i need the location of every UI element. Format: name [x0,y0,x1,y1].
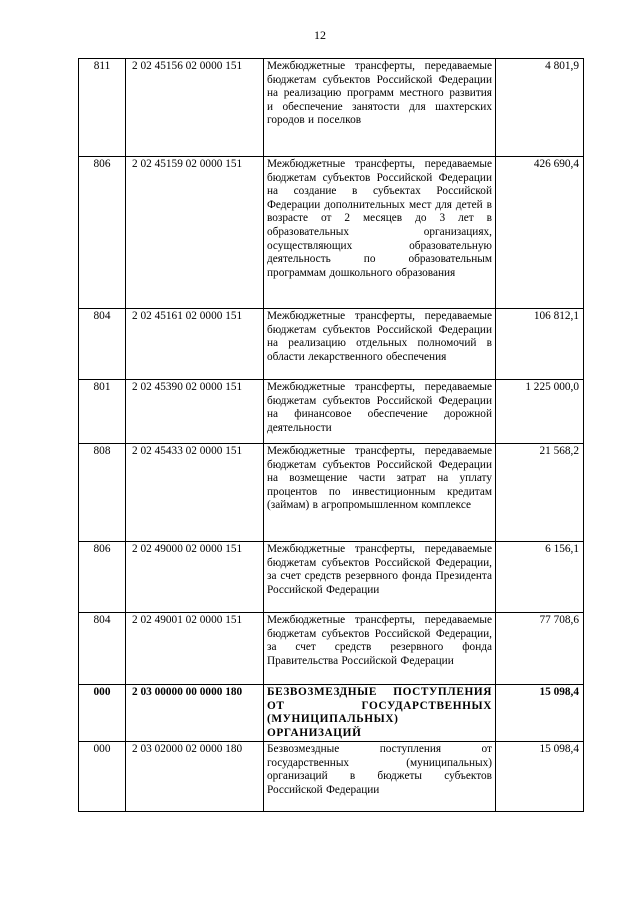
amount-cell: 15 098,4 [496,742,584,812]
revenue-name-cell: БЕЗВОЗМЕЗДНЫЕ ПОСТУПЛЕНИЯ ОТ ГОСУДАРСТВЕННЫХ (МУНИЦИПАЛЬНЫХ) ОРГАНИЗАЦИЙ [264,685,496,742]
revenue-name-cell: Межбюджетные трансферты, передаваемые бюджетам субъектов Российской Федерации, за счет средств резервного фонда Президента Российской Федерации [264,542,496,613]
amount-cell: 4 801,9 [496,59,584,157]
table-row [79,613,584,685]
budget-classification-code-cell: 2 02 49001 02 0000 151 [126,613,264,685]
table-body [79,59,584,812]
admin-code-cell: 000 [79,742,126,812]
budget-classification-code-cell: 2 03 00000 00 0000 180 [126,685,264,742]
budget-table [78,58,584,812]
table-row [79,309,584,380]
revenue-name-cell: Межбюджетные трансферты, передаваемые бюджетам субъектов Российской Федерации на создание в субъектах Российской Федерации дополнительных мест для детей в возрасте от 2 месяцев до 3 лет в образовательных организациях, осуществляющих образовательную деятельность по образовательным программам дошкольного образования [264,157,496,309]
revenue-name-cell: Безвозмездные поступления от государственных (муниципальных) организаций в бюджеты субъектов Российской Федерации [264,742,496,812]
amount-cell: 6 156,1 [496,542,584,613]
table-row [79,742,584,812]
admin-code-cell: 808 [79,444,126,542]
admin-code-cell: 000 [79,685,126,742]
admin-code-cell: 806 [79,542,126,613]
admin-code-cell: 806 [79,157,126,309]
table-row [79,157,584,309]
revenue-name-cell: Межбюджетные трансферты, передаваемые бюджетам субъектов Российской Федерации на реализацию отдельных полномочий в области лекарственного обеспечения [264,309,496,380]
revenue-name-cell: Межбюджетные трансферты, передаваемые бюджетам субъектов Российской Федерации, за счет средств резервного фонда Правительства Российской Федерации [264,613,496,685]
table-row [79,685,584,742]
revenue-name-cell: Межбюджетные трансферты, передаваемые бюджетам субъектов Российской Федерации на возмещение части затрат на уплату процентов по инвестиционным кредитам (займам) в агропромышленном комплексе [264,444,496,542]
admin-code-cell: 811 [79,59,126,157]
budget-classification-code-cell: 2 02 45433 02 0000 151 [126,444,264,542]
table-row [79,59,584,157]
budget-classification-code-cell: 2 03 02000 02 0000 180 [126,742,264,812]
table-row [79,444,584,542]
amount-cell: 426 690,4 [496,157,584,309]
page-number: 12 [314,28,326,42]
amount-cell: 106 812,1 [496,309,584,380]
admin-code-cell: 804 [79,613,126,685]
revenue-name-cell: Межбюджетные трансферты, передаваемые бюджетам субъектов Российской Федерации на финансовое обеспечение дорожной деятельности [264,380,496,444]
amount-cell: 15 098,4 [496,685,584,742]
amount-cell: 21 568,2 [496,444,584,542]
admin-code-cell: 804 [79,309,126,380]
revenue-name-cell: Межбюджетные трансферты, передаваемые бюджетам субъектов Российской Федерации на реализацию программ местного развития и обеспечение занятости для шахтерских городов и поселков [264,59,496,157]
admin-code-cell: 801 [79,380,126,444]
amount-cell: 1 225 000,0 [496,380,584,444]
amount-cell: 77 708,6 [496,613,584,685]
budget-classification-code-cell: 2 02 45390 02 0000 151 [126,380,264,444]
table-row [79,380,584,444]
budget-classification-code-cell: 2 02 45156 02 0000 151 [126,59,264,157]
budget-classification-code-cell: 2 02 49000 02 0000 151 [126,542,264,613]
table-row [79,542,584,613]
budget-classification-code-cell: 2 02 45161 02 0000 151 [126,309,264,380]
budget-classification-code-cell: 2 02 45159 02 0000 151 [126,157,264,309]
